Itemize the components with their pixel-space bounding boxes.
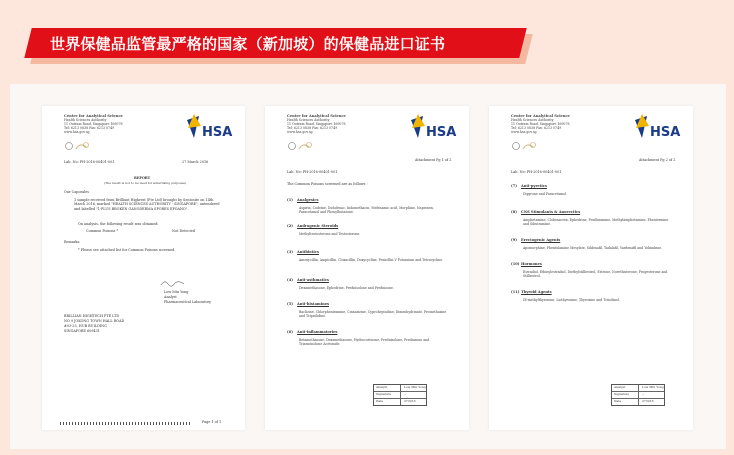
- report-title: REPORT: [134, 176, 151, 180]
- sig-label: Signature: [612, 392, 639, 398]
- poison-list-intro: The Common Poisons screened are as follows :: [287, 182, 368, 186]
- org-line: Tel: 6213 0838 Fax: 6213 0749: [64, 126, 115, 131]
- signer-name: Low Min Yong: [164, 290, 189, 294]
- signature-table: [611, 384, 665, 406]
- attachment-label: Attachment Pg 1 of 2: [415, 158, 452, 162]
- lab-number: Lab. No: PH-2016-00401-001: [511, 170, 562, 174]
- signer-title: Analyst: [164, 295, 177, 299]
- analysis-line: On analysis, the following result was obtained:: [78, 222, 159, 226]
- sig-scribble: ~: [642, 392, 645, 397]
- remarks-text: * Please see attached list for Common Poisons screened.: [78, 248, 176, 252]
- remarks-label: Remarks:: [64, 240, 81, 244]
- sig-label: Signature: [374, 392, 401, 398]
- org-line: 11 Outram Road, Singapore 169078: [511, 122, 570, 127]
- banner-title: 世界保健品监管最严格的国家（新加坡）的保健品进口证书: [50, 35, 446, 53]
- org-line: Health Sciences Authority: [287, 118, 330, 123]
- poison-category-heading: (10) Hormones: [511, 262, 542, 266]
- result-label: Common Poisons *: [86, 229, 119, 233]
- sig-label: Date: [612, 399, 639, 405]
- org-line: www.hsa.gov.sg: [64, 130, 90, 135]
- banner: [28, 28, 528, 68]
- address-line: #03-25, HUB BUILDING: [64, 324, 107, 328]
- poison-category-list: Dexamethasone, Ephedrine, Prednisolone and Prednisone.: [299, 286, 394, 290]
- org-line: 11 Outram Road, Singapore 169078: [64, 122, 123, 127]
- sig-value: Low Min Yong: [642, 385, 664, 390]
- sig-value: Low Min Yong: [404, 385, 426, 390]
- org-line: 11 Outram Road, Singapore 169078: [287, 122, 346, 127]
- poison-category-heading: (9) Erectogenic Agents: [511, 238, 561, 242]
- poison-category-heading: (8) CNS Stimulants & Anorectics: [511, 210, 581, 214]
- sig-label: Analyst: [612, 385, 639, 391]
- accreditation-mark-icon: [287, 140, 315, 152]
- lab-number: Lab. No: PH-2016-00401-001: [287, 170, 338, 174]
- org-name: Centre for Analytical Science: [511, 114, 570, 118]
- org-line: Tel: 6213 0838 Fax: 6213 0749: [511, 126, 562, 131]
- address-line: NO 9 JOKONG TOWN HALL ROAD: [64, 319, 125, 323]
- sig-scribble: ~: [404, 392, 407, 397]
- poison-category-heading: (6) Anti-inflammatories: [287, 330, 338, 334]
- sig-value: 27/3/16: [642, 399, 654, 404]
- org-line: Health Sciences Authority: [64, 118, 107, 123]
- sig-value: 27/3/16: [404, 399, 416, 404]
- poison-category-list: Dipyrone and Paracetamol.: [523, 192, 567, 196]
- org-name: Centre for Analytical Science: [64, 114, 123, 118]
- org-line: www.hsa.gov.sg: [511, 130, 537, 135]
- poison-category-list: Apomorphine, Phentolamine Mesylate, Sildenafil, Tadalafil, Vardenafil and Yohimbine.: [523, 246, 663, 250]
- org-line: www.hsa.gov.sg: [287, 130, 313, 135]
- poison-category-heading: (11) Thyroid Agents: [511, 290, 552, 294]
- hsa-logo: [633, 112, 681, 148]
- page-number: Page 1 of 1: [202, 420, 222, 424]
- org-header: [511, 114, 570, 134]
- poison-category-list: Dl-methylthyronine, Liothyronine, Thyroxine and Triiodinol.: [523, 298, 620, 302]
- org-line: Health Sciences Authority: [511, 118, 554, 123]
- report-date: 27 March 2016: [182, 160, 209, 164]
- attachment-page-2: [489, 106, 693, 430]
- attachment-label: Attachment Pg 2 of 2: [639, 158, 676, 162]
- footer-barcode: [60, 422, 190, 425]
- report-paragraph: 1 sample received from Brilliant Highrest (Pte Ltd) brought by Sentosite on 14th March 2016, marked "HEALTH SCIENCES AUTHORITY - SINGAPORE", untendered and labelled "1-PLUS BROKEN GANODERMA SPORES EPOANO".: [74, 198, 220, 211]
- poison-category-list: Betamethasone, Dexamethasone, Hydrocortisone, Prednisolone, Prednisone and Triamcinolone Acetonide.: [299, 338, 430, 346]
- poison-category-list: Amphetamine, Clobenzorex, Ephedrine, Fenfluramine, Methylamphetamine, Phentermine and Sibutramine.: [523, 218, 669, 226]
- hsa-logo-text: HSA: [202, 125, 233, 140]
- report-subtitle: (The result is not to be used for advertising purposes): [104, 181, 187, 185]
- poison-category-heading: (4) Anti-asthmatics: [287, 278, 329, 282]
- accreditation-mark-icon: [64, 140, 92, 152]
- report-recipient: Our Caporales: [64, 190, 89, 194]
- poison-category-heading: (2) Androgenic Steroids: [287, 224, 339, 228]
- org-header: [64, 114, 123, 134]
- signature-table: [373, 384, 427, 406]
- signature-mark: [160, 278, 186, 288]
- result-value: Not Detected: [172, 229, 195, 233]
- lab-number: Lab. No: PH-2016-00401-001: [64, 160, 115, 164]
- address-line: BRILLIAN HIGHTECH PTE LTD: [64, 314, 120, 318]
- poison-category-heading: (5) Anti-histamines: [287, 302, 329, 306]
- poison-category-list: Aspirin, Codeine, Diclofenac, Indomethacin, Mefenamic acid, Morphine, Naproxen, Paracetamol and Phenylbutazone.: [299, 206, 434, 214]
- org-name: Centre for Analytical Science: [287, 114, 346, 118]
- poison-category-list: Amoxycillin, Ampicillin, Cloxacillin, Doxycycline, Penicillin V Potassium and Tetracycline.: [299, 258, 444, 262]
- attachment-page-1: [265, 106, 469, 430]
- hsa-logo-text: HSA: [650, 125, 681, 140]
- certificate-report-page: [42, 106, 245, 430]
- poison-category-heading: (3) Antibiotics: [287, 250, 319, 254]
- hsa-logo: [185, 112, 233, 148]
- poison-category-heading: (7) Anti-pyretics: [511, 184, 547, 188]
- poison-category-heading: (1) Analgesics: [287, 198, 319, 202]
- poison-category-list: Baclizine, Chlorpheniramine, Cinnarizine, Cyproheptadine, Dimenhydrinate, Promethazine and Triprolidine.: [299, 310, 447, 318]
- hsa-logo-text: HSA: [426, 125, 457, 140]
- address-line: SINGAPORE 609431: [64, 329, 100, 333]
- hsa-logo: [409, 112, 457, 148]
- poison-category-list: Methyltestosterone and Testosterone.: [299, 232, 361, 236]
- org-line: Tel: 6213 0838 Fax: 6213 0749: [287, 126, 338, 131]
- org-header: [287, 114, 346, 134]
- sig-label: Date: [374, 399, 401, 405]
- signer-dept: Pharmaceutical Laboratory: [164, 300, 212, 304]
- sig-label: Analyst: [374, 385, 401, 391]
- accreditation-mark-icon: [511, 140, 539, 152]
- poison-category-list: Estradiol, Ethinylestradiol, Diethylstilbestrol, Estrone, Norethisterone, Progesterone and Stilbestrol.: [523, 270, 668, 278]
